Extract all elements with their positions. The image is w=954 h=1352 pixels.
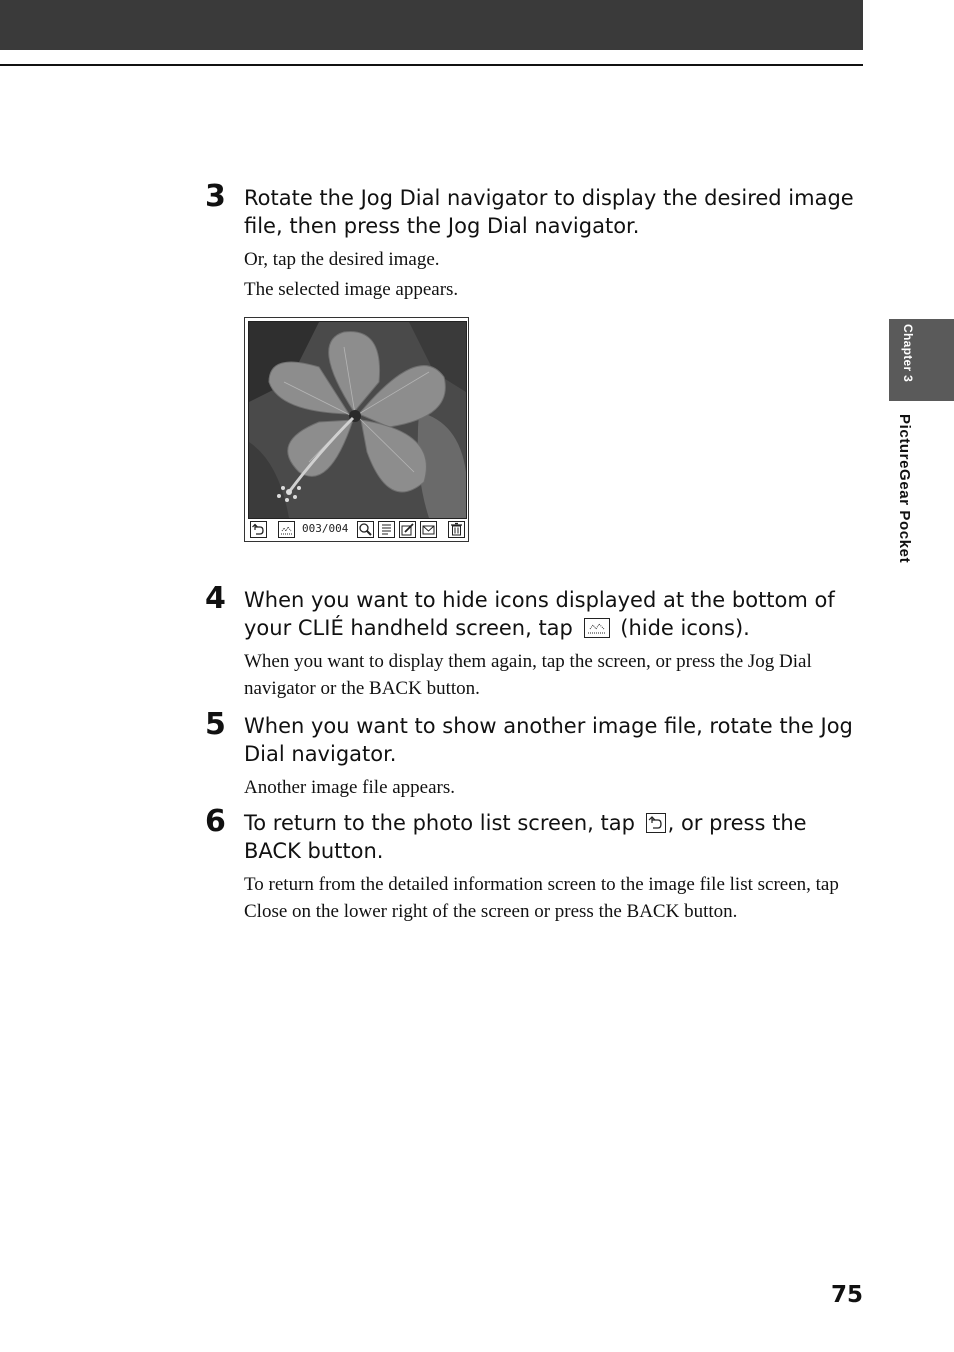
step-number: 4: [205, 581, 226, 616]
step-heading: [244, 586, 865, 642]
step-text: To return from the detailed information screen to the image file list screen, tap Close on the lower right of the screen or press the BACK button.: [244, 874, 839, 922]
mail-icon[interactable]: [420, 521, 437, 538]
zoom-icon[interactable]: [357, 521, 374, 538]
step-5: [205, 707, 865, 804]
step-3: [205, 179, 865, 306]
handheld-screenshot: [244, 317, 469, 542]
step-text: When you want to display them again, tap the screen, or press the Jog Dial navigator or the BACK button.: [244, 651, 812, 699]
step-6: [205, 804, 865, 928]
step-heading-text: To return to the photo list screen, tap: [244, 811, 635, 835]
chapter-label: Chapter 3: [901, 324, 915, 383]
step-text: Another image file appears.: [244, 777, 456, 798]
trash-icon[interactable]: [448, 521, 465, 538]
hide-icons-icon: [584, 618, 610, 638]
step-heading-text: When you want to hide icons displayed at the bottom of your CLIÉ handheld screen, tap: [244, 588, 835, 640]
step-number: 5: [205, 707, 226, 742]
step-number: 3: [205, 179, 226, 214]
step-heading: [244, 809, 865, 865]
back-arrow-icon: [646, 813, 668, 833]
edit-icon[interactable]: [399, 521, 416, 538]
step-heading-text: (hide icons).: [620, 616, 750, 640]
header-rule: [0, 64, 863, 66]
back-arrow-icon[interactable]: [250, 521, 267, 538]
step-4: [205, 581, 865, 705]
section-title: PictureGear Pocket: [896, 414, 913, 564]
page-number: 75: [831, 1282, 864, 1308]
step-number: 6: [205, 804, 226, 839]
image-counter: 003/004: [302, 522, 349, 535]
step-heading: Rotate the Jog Dial navigator to display the desired image file, then press the Jog Dial navigator.: [244, 186, 854, 238]
chapter-tab: [889, 319, 954, 401]
details-icon[interactable]: [378, 521, 395, 538]
step-heading: When you want to show another image file, rotate the Jog Dial navigator.: [244, 714, 853, 766]
step-text: The selected image appears.: [244, 279, 459, 300]
image-toolbar: [248, 519, 465, 539]
step-heading-text: , or press the BACK button.: [244, 811, 807, 863]
header-bar: [0, 0, 863, 50]
hibiscus-photo: [248, 321, 467, 519]
step-text: Or, tap the desired image.: [244, 249, 440, 270]
hide-icons-icon[interactable]: [278, 521, 295, 538]
